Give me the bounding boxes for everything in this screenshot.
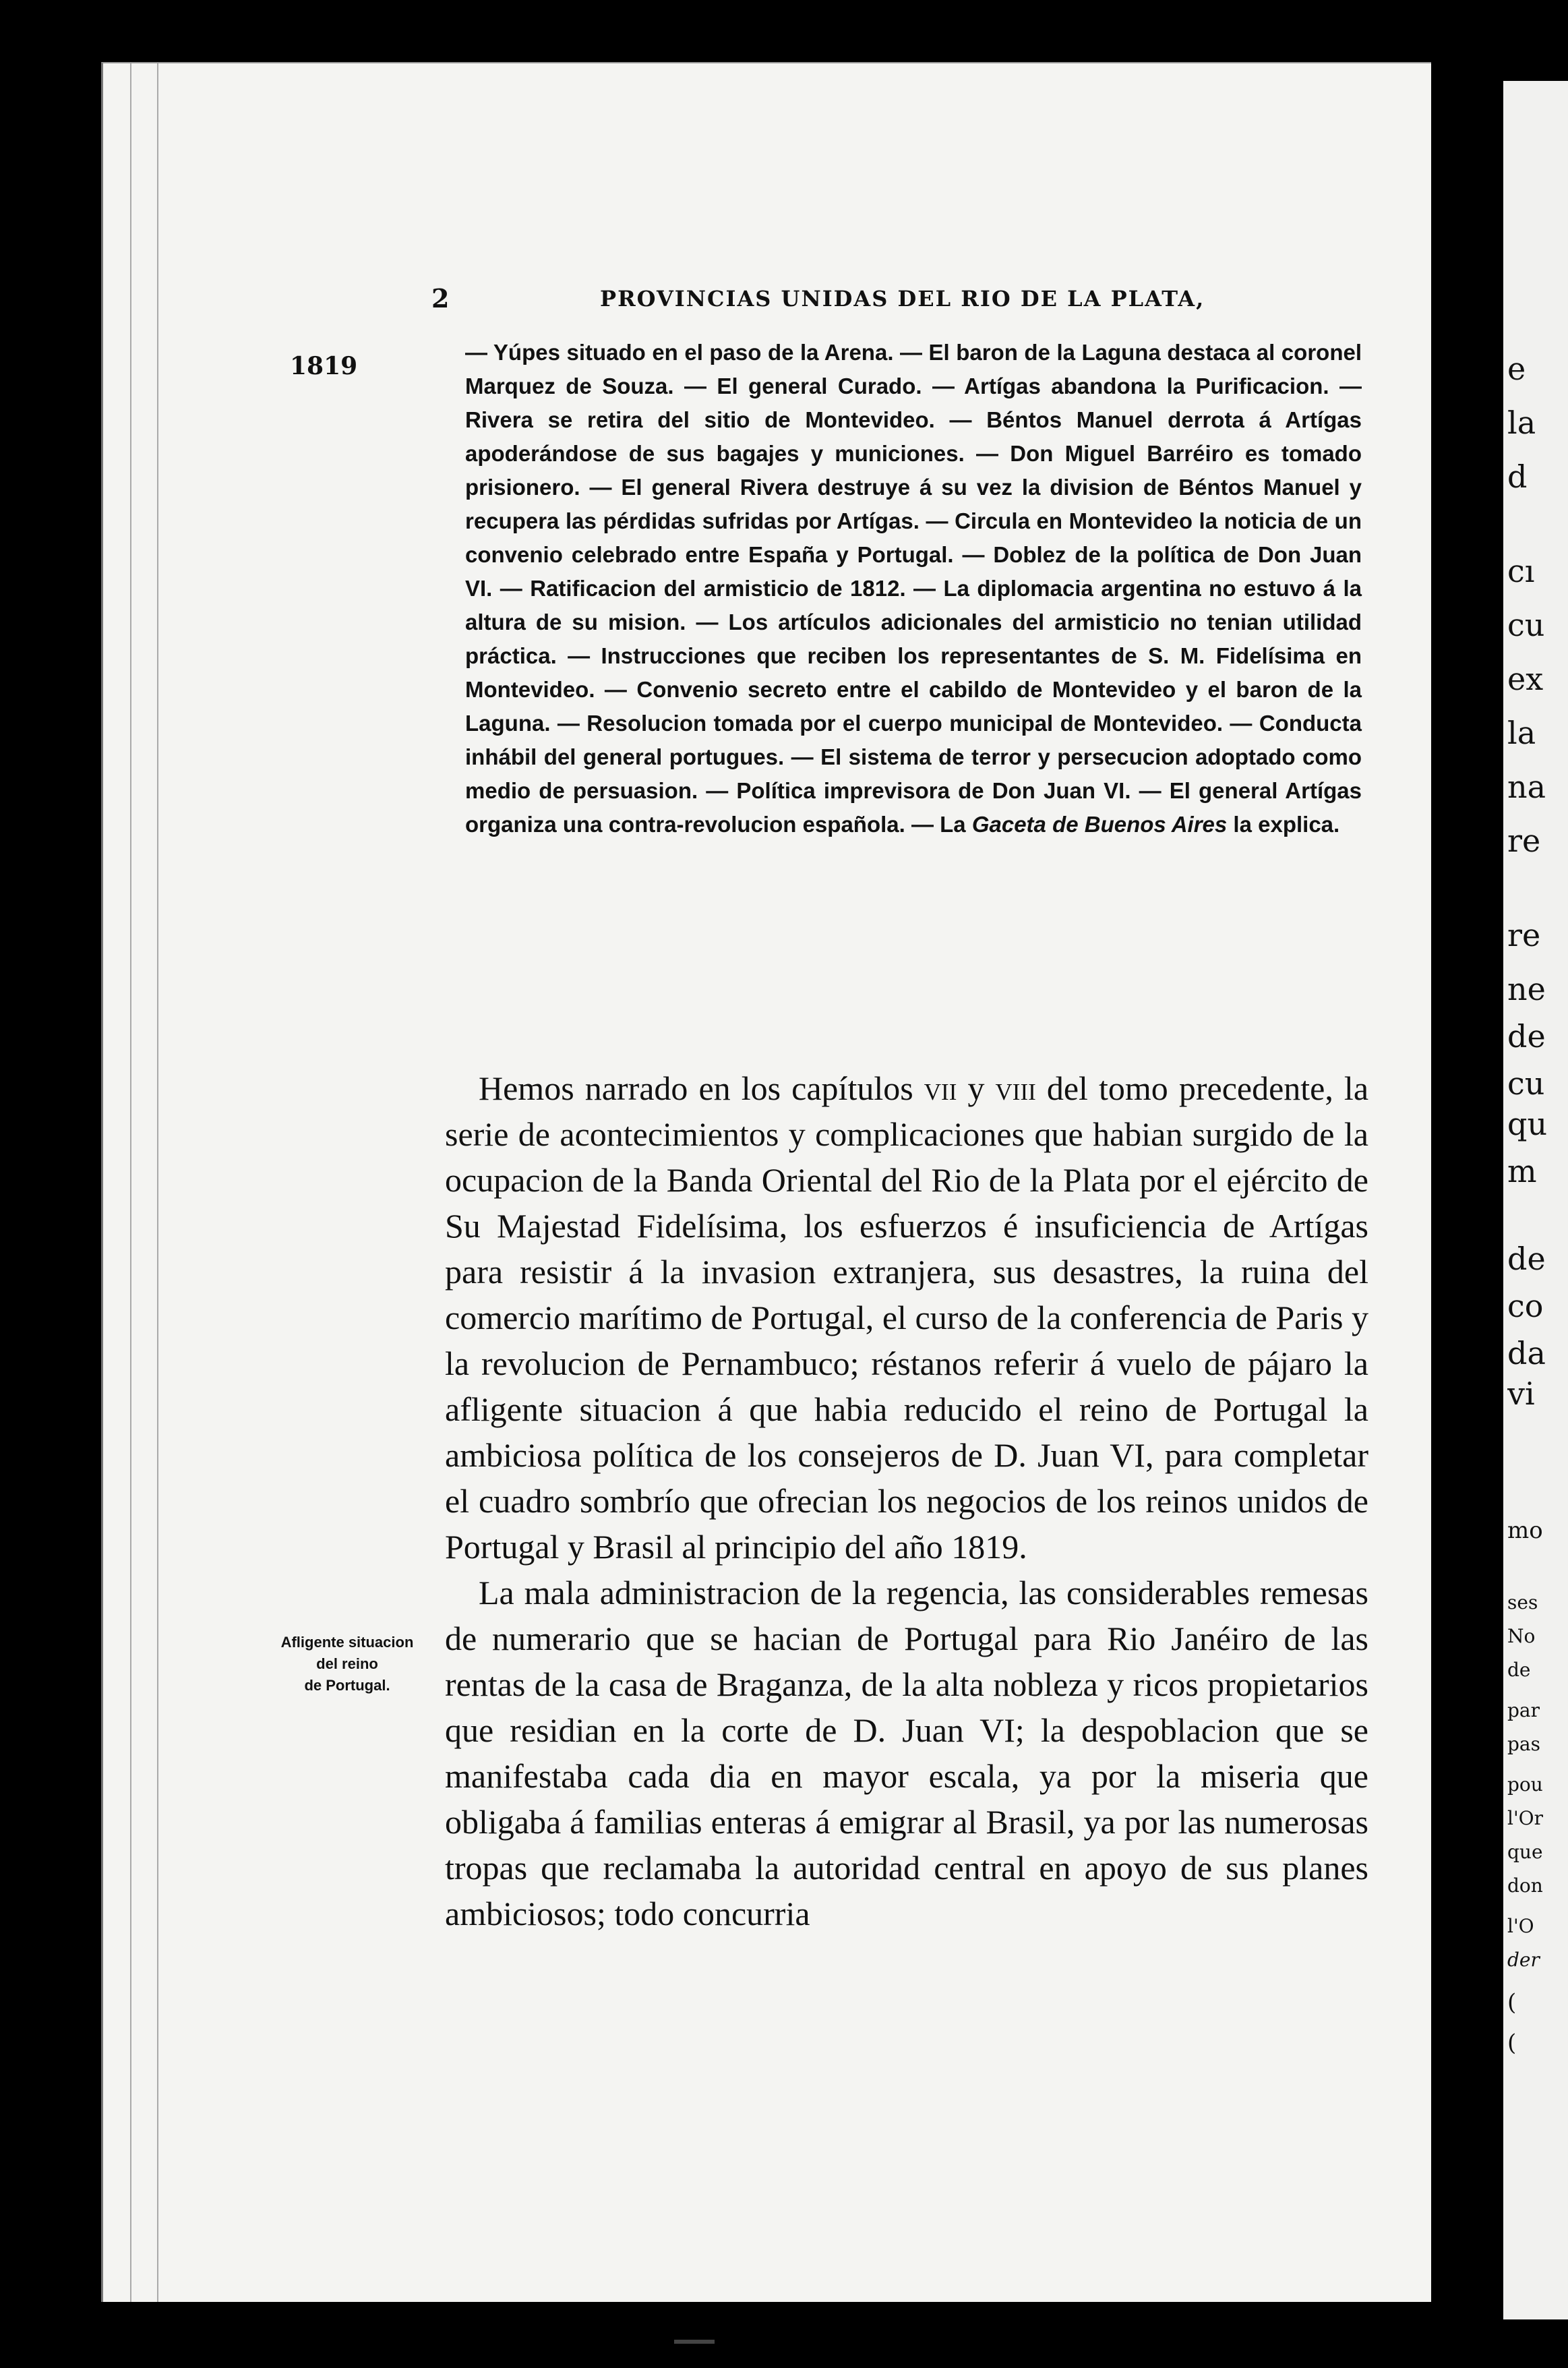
adjacent-fragment: mo	[1507, 1517, 1543, 1544]
body-text	[445, 1065, 1368, 1936]
marginal-note-line: del reino	[316, 1655, 378, 1672]
adjacent-fragment: qu	[1507, 1106, 1548, 1142]
adjacent-fragment: l'Or	[1507, 1807, 1543, 1829]
adjacent-fragment: ses	[1507, 1591, 1538, 1614]
adjacent-fragment: de	[1507, 1659, 1531, 1681]
adjacent-fragment: cu	[1507, 1065, 1545, 1102]
chapter-ref: vii	[924, 1069, 957, 1107]
page-number: 2	[431, 283, 451, 314]
page-edge-rule	[157, 63, 158, 2302]
adjacent-fragment: ex	[1507, 661, 1544, 697]
summary-text: — Yúpes situado en el paso de la Arena. — El baron de la Laguna destaca al coronel Marquez de Souza. — El general Curado. — Artígas abandona la Purificacion. — Rivera se retira del sitio de Montevideo. — Béntos Manuel derrota á Artígas apoderándose de sus bagajes y municiones. — Don Miguel Barréiro es tomado prisionero. — El general Rivera destruye á su vez la division de Béntos Manuel y recupera las pérdidas sufridas por Artígas. — Circula en Montevideo la noticia de un convenio celebrado entre España y Portugal. — Doblez de la política de Don Juan VI. — Ratificacion del armisticio de 1812. — La diplomacia argentina no estuvo á la altura de su mision. — Los artículos adicionales del armisticio no tenian utilidad práctica. — Instrucciones que reciben los representantes de S. M. Fidelísima en Montevideo. — Convenio secreto entre el cabildo de Montevideo y el baron de la Laguna. — Resolucion tomada por el cuerpo municipal de Montevideo. — Conducta inhábil del general portugues. — El sistema de terror y persecucion adoptado como medio de persuasion. — Política imprevisora de Don Juan VI. — El general Artígas organiza una contra-revolucion española. — La	[465, 340, 1362, 837]
adjacent-fragment: ne	[1507, 971, 1546, 1007]
adjacent-fragment: par	[1507, 1699, 1540, 1721]
margin-year: 1819	[290, 352, 358, 380]
running-title: PROVINCIAS UNIDAS DEL RIO DE LA PLATA,	[600, 286, 1205, 312]
paragraph-1-start: Hemos narrado en los capítulos	[479, 1069, 913, 1107]
marginal-note-line: Afligente situacion	[280, 1634, 414, 1651]
paragraph-1-rest: del tomo precedente, la serie de acontecimientos y complicaciones que habian surgido de la ocupacion de la Banda Oriental del Rio de la Plata por el ejército de Su Majestad Fidelísima, los esfuerzos é insuficiencia de Artígas para resistir á la invasion extranjera, sus desastres, la ruina del comercio marítimo de Portugal, el curso de la conferencia de Paris y la revolucion de Pernambuco; réstanos referir á vuelo de pájaro la afligente situacion á que habia reducido el reino de Portugal la ambiciosa política de los consejeros de D. Juan VI, para completar el cuadro sombrío que ofrecian los negocios de los reinos unidos de Portugal y Brasil al principio del año 1819.	[445, 1069, 1369, 1566]
adjacent-fragment: d	[1507, 458, 1528, 495]
adjacent-fragment: pou	[1507, 1773, 1543, 1796]
scan-artifact	[674, 2340, 715, 2344]
page-edge-rule	[130, 63, 131, 2302]
paragraph-1	[445, 1065, 1368, 1570]
adjacent-fragment: (	[1507, 2030, 1517, 2056]
adjacent-fragment: pas	[1507, 1733, 1540, 1755]
adjacent-fragment: que	[1507, 1841, 1543, 1863]
adjacent-fragment: na	[1507, 769, 1546, 805]
adjacent-fragment: e	[1507, 351, 1526, 387]
marginal-note-line: de Portugal.	[304, 1677, 390, 1694]
adjacent-fragment: re	[1507, 917, 1541, 953]
paragraph-2: La mala administracion de la regencia, las considerables remesas de numerario que se hacian de Portugal para Rio Janéiro de las rentas de la casa de Braganza, de la alta nobleza y ricos propietarios que residian en la corte de D. Juan VI; la despoblacion que se manifestaba cada dia en mayor escala, ya por la miseria que obligaba á familias enteras á emigrar al Brasil, ya por las numerosas tropas que reclamaba la autoridad central en apoyo de sus planes ambiciosos; todo concurria	[445, 1574, 1368, 1932]
adjacent-fragment: la	[1507, 715, 1536, 751]
adjacent-fragment: de	[1507, 1018, 1546, 1055]
adjacent-fragment: m	[1507, 1153, 1537, 1189]
adjacent-fragment: da	[1507, 1335, 1546, 1371]
adjacent-page-edge	[1503, 81, 1568, 2319]
summary-text-end: la explica.	[1233, 812, 1340, 837]
adjacent-fragment: vi	[1507, 1375, 1535, 1412]
chapter-summary	[465, 336, 1362, 841]
adjacent-fragment: cı	[1507, 553, 1535, 589]
adjacent-fragment: la	[1507, 405, 1536, 441]
adjacent-fragment: don	[1507, 1874, 1543, 1897]
adjacent-fragment: No	[1507, 1625, 1536, 1647]
adjacent-fragment: re	[1507, 823, 1541, 859]
adjacent-fragment: co	[1507, 1288, 1544, 1324]
adjacent-fragment: l'O	[1507, 1915, 1534, 1937]
adjacent-fragment: (	[1507, 1989, 1517, 2016]
adjacent-fragment: der	[1507, 1949, 1540, 1971]
summary-italic-title: Gaceta de Buenos Aires	[971, 812, 1228, 837]
conjunction: y	[967, 1069, 985, 1107]
adjacent-fragment: cu	[1507, 607, 1545, 643]
chapter-ref: viii	[995, 1069, 1036, 1107]
adjacent-fragment: de	[1507, 1241, 1546, 1277]
marginal-note	[249, 1632, 445, 1696]
